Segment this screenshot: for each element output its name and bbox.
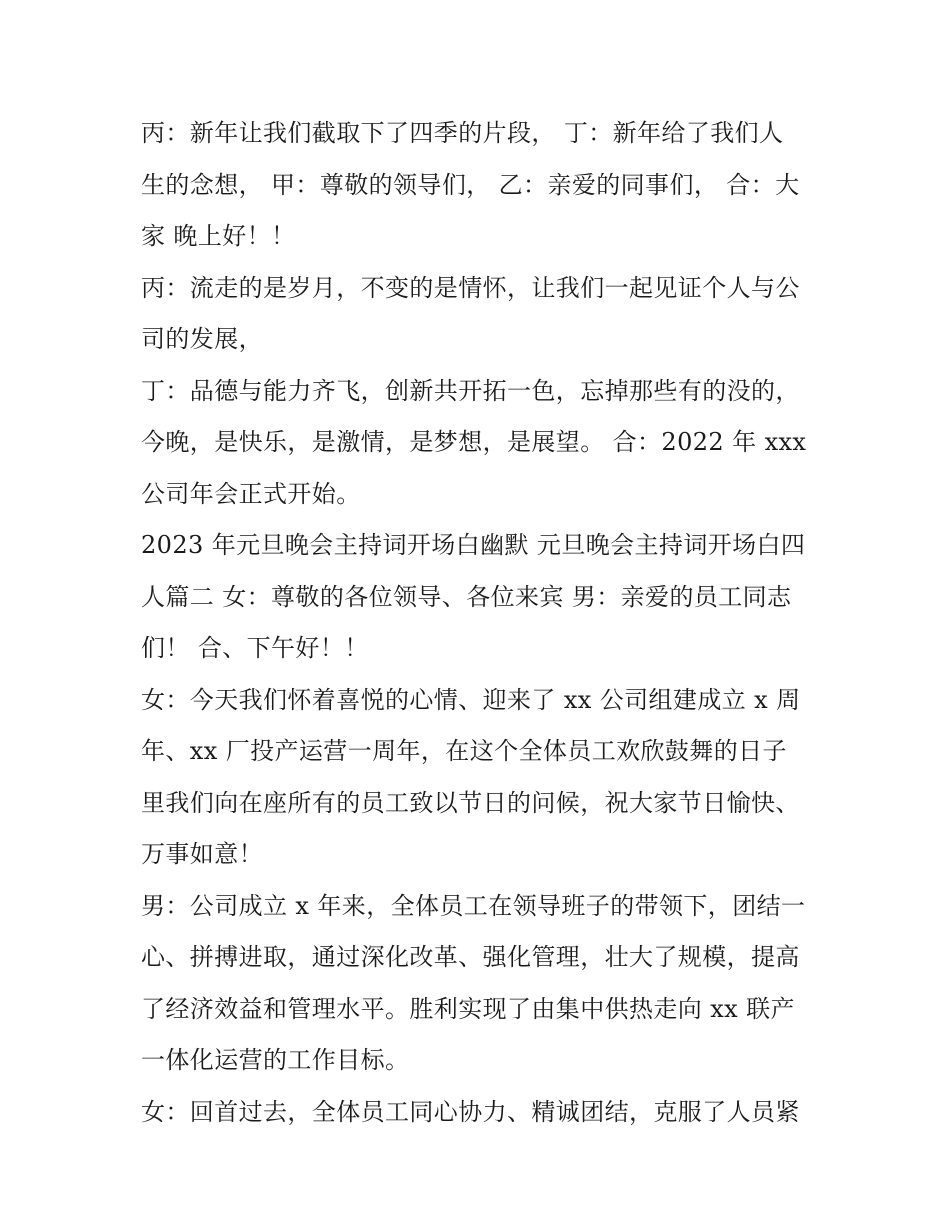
text-line: 2023 年元旦晚会主持词开场白幽默 元旦晚会主持词开场白四 — [141, 531, 806, 559]
text-line: 里我们向在座所有的员工致以节日的问候，祝大家节日愉快、 — [141, 788, 800, 817]
text-line: 一体化运营的工作目标。 — [141, 1046, 410, 1074]
document-body — [141, 108, 821, 1138]
text-line: 公司年会正式开始。 — [141, 479, 361, 508]
text-line: 生的念想， 甲：尊敬的领导们， 乙：亲爱的同事们， 合：大 — [141, 170, 800, 199]
text-line: 心、拼搏进取，通过深化改革、强化管理，壮大了规模，提高 — [141, 943, 800, 971]
text-line: 今晚，是快乐，是激情，是梦想，是展望。 合：2022 年 xxx — [141, 428, 807, 456]
text-line: 丙：流走的是岁月，不变的是情怀，让我们一起见证个人与公 — [141, 273, 800, 302]
text-line: 们！ 合、下午好！！ — [141, 634, 369, 662]
text-line: 万事如意！ — [141, 840, 263, 868]
text-line: 年、xx 厂投产运营一周年，在这个全体员工欢欣鼓舞的日子 — [141, 737, 787, 765]
text-line: 丙：新年让我们截取下了四季的片段， 丁：新年给了我们人 — [141, 119, 784, 147]
text-line: 家 晚上好！！ — [141, 222, 296, 250]
text-line: 丁：品德与能力齐飞，创新共开拓一色，忘掉那些有的没的， — [141, 376, 800, 405]
text-line: 女：今天我们怀着喜悦的心情、迎来了 xx 公司组建成立 x 周 — [141, 685, 801, 714]
text-line: 司的发展， — [141, 325, 263, 353]
text-line: 了经济效益和管理水平。胜利实现了由集中供热走向 xx 联产 — [141, 994, 795, 1023]
text-line: 人篇二 女：尊敬的各位领导、各位来宾 男：亲爱的员工同志 — [141, 582, 792, 611]
text-line: 男：公司成立 x 年来，全体员工在领导班子的带领下，团结一 — [141, 891, 806, 920]
text-line: 女：回首过去，全体员工同心协力、精诚团结，克服了人员紧 — [141, 1097, 800, 1126]
